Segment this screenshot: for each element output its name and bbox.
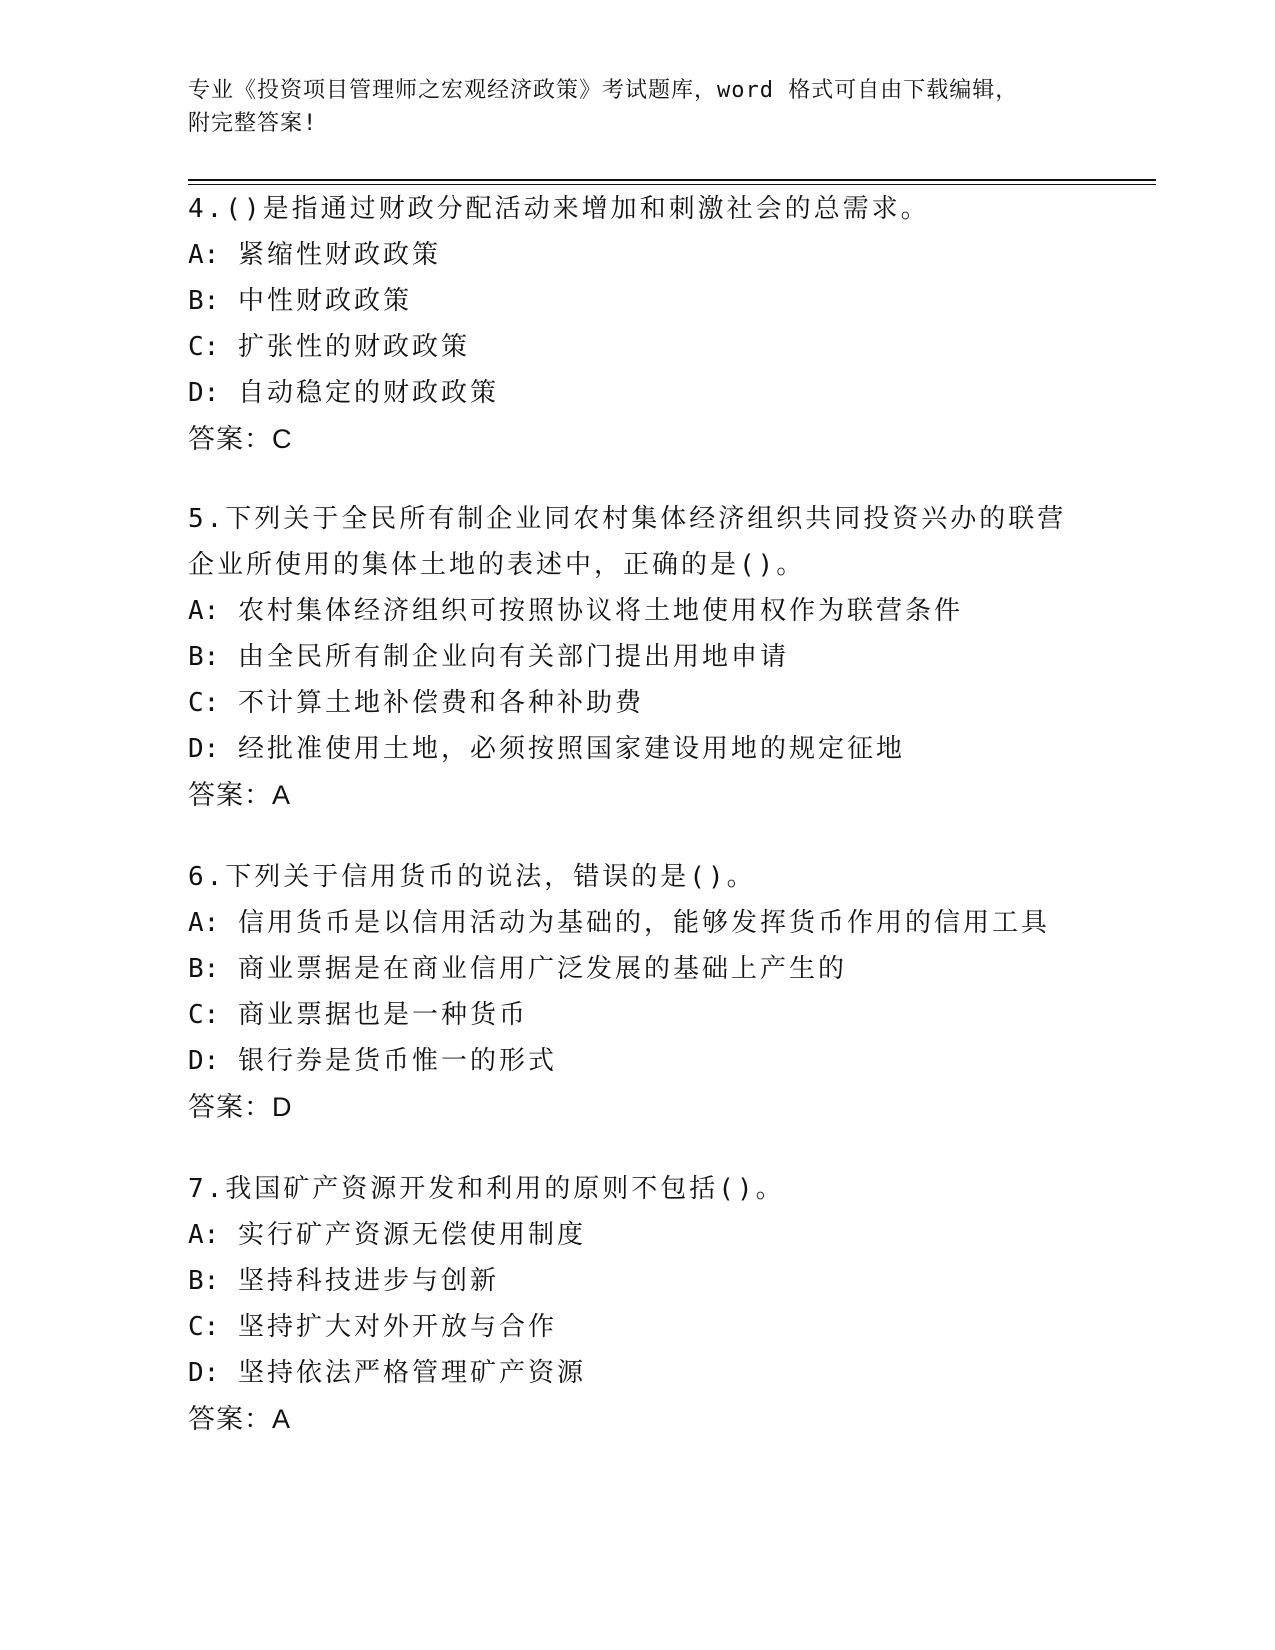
- question-4: [188, 186, 1088, 462]
- option-letter: B:: [188, 286, 220, 316]
- option-letter: B:: [188, 1266, 220, 1296]
- option-letter: D:: [188, 1046, 220, 1076]
- option-text: 坚持科技进步与创新: [237, 1266, 499, 1296]
- option-text: 信用货币是以信用活动为基础的，能够发挥货币作用的信用工具: [237, 908, 1050, 938]
- option-a: [188, 232, 1088, 278]
- option-text: 农村集体经济组织可按照协议将土地使用权作为联营条件: [237, 596, 963, 626]
- option-text: 商业票据也是一种货币: [237, 1000, 528, 1030]
- option-letter: B:: [188, 954, 220, 984]
- option-text: 坚持扩大对外开放与合作: [237, 1312, 557, 1342]
- option-letter: A:: [188, 908, 220, 938]
- answer-line: 答案：D: [188, 1092, 293, 1122]
- header-line-1: 专业《投资项目管理师之宏观经济政策》考试题库，word 格式可自由下载编辑，: [188, 78, 1019, 103]
- question-6: [188, 854, 1088, 1130]
- option-b: [188, 634, 1088, 680]
- option-d: [188, 1350, 1088, 1396]
- question-7: [188, 1166, 1088, 1442]
- option-b: [188, 278, 1088, 324]
- option-letter: D:: [188, 734, 220, 764]
- option-text: 中性财政政策: [237, 286, 412, 316]
- option-letter: A:: [188, 596, 220, 626]
- option-b: [188, 946, 1088, 992]
- option-text: 商业票据是在商业信用广泛发展的基础上产生的: [237, 954, 847, 984]
- option-d: [188, 1038, 1088, 1084]
- option-text: 不计算土地补偿费和各种补助费: [237, 688, 644, 718]
- option-letter: C:: [188, 1000, 220, 1030]
- option-letter: D:: [188, 378, 220, 408]
- header-divider-thick: [188, 179, 1156, 181]
- option-text: 紧缩性财政政策: [237, 240, 441, 270]
- answer-line: 答案：A: [188, 780, 292, 810]
- option-c: [188, 1304, 1088, 1350]
- option-c: [188, 680, 1088, 726]
- option-c: [188, 992, 1088, 1038]
- option-letter: C:: [188, 332, 220, 362]
- option-b: [188, 1258, 1088, 1304]
- option-text: 实行矿产资源无偿使用制度: [237, 1220, 586, 1250]
- question-stem: 5.下列关于全民所有制企业同农村集体经济组织共同投资兴办的联营: [188, 504, 1067, 534]
- header-divider-thin: [188, 184, 1156, 185]
- question-5: [188, 496, 1088, 818]
- option-text: 扩张性的财政政策: [237, 332, 470, 362]
- document-header: [188, 74, 1068, 140]
- option-letter: A:: [188, 240, 220, 270]
- option-text: 经批准使用土地，必须按照国家建设用地的规定征地: [237, 734, 905, 764]
- option-d: [188, 370, 1088, 416]
- option-a: [188, 1212, 1088, 1258]
- option-letter: D:: [188, 1358, 220, 1388]
- question-stem-continued: 企业所使用的集体土地的表述中，正确的是()。: [188, 550, 806, 580]
- option-a: [188, 900, 1088, 946]
- answer-line: 答案：A: [188, 1404, 292, 1434]
- option-letter: C:: [188, 688, 220, 718]
- answer-line: 答案：C: [188, 424, 293, 454]
- option-text: 自动稳定的财政政策: [237, 378, 499, 408]
- option-letter: C:: [188, 1312, 220, 1342]
- option-d: [188, 726, 1088, 772]
- header-line-2: 附完整答案!: [188, 111, 318, 136]
- option-text: 由全民所有制企业向有关部门提出用地申请: [237, 642, 789, 672]
- option-text: 银行券是货币惟一的形式: [237, 1046, 557, 1076]
- option-letter: A:: [188, 1220, 220, 1250]
- option-text: 坚持依法严格管理矿产资源: [237, 1358, 586, 1388]
- question-stem: 4.()是指通过财政分配活动来增加和刺激社会的总需求。: [188, 194, 930, 224]
- option-c: [188, 324, 1088, 370]
- question-stem: 7.我国矿产资源开发和利用的原则不包括()。: [188, 1174, 785, 1204]
- question-stem: 6.下列关于信用货币的说法，错误的是()。: [188, 862, 756, 892]
- option-a: [188, 588, 1088, 634]
- option-letter: B:: [188, 642, 220, 672]
